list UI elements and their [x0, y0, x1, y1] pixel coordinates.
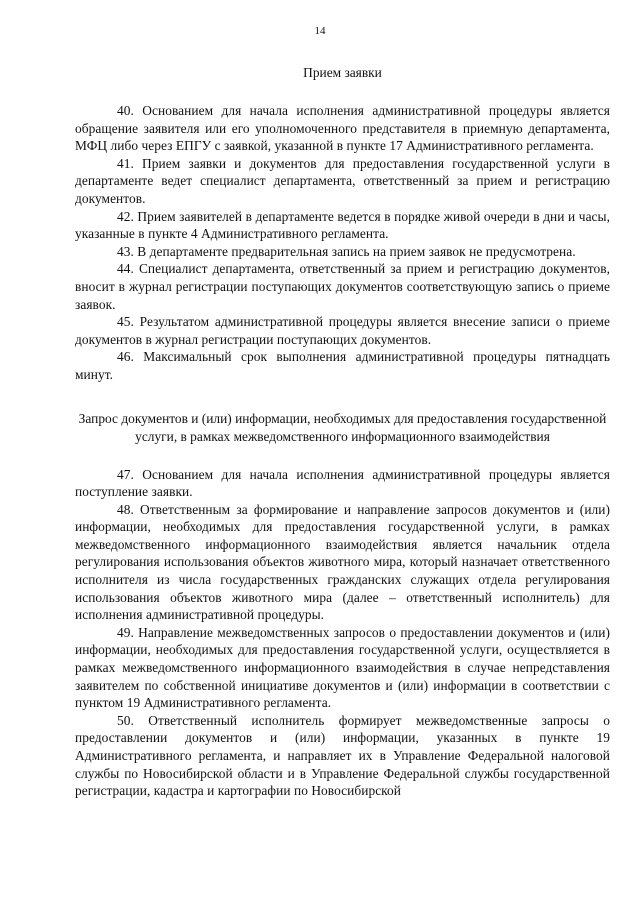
page-number: 14	[314, 25, 326, 37]
paragraph-44: 44. Специалист департамента, ответственный за прием и регистрацию документов, вносит в журнал регистрации поступающих документов соответствующую запись о приеме заявок.	[75, 261, 610, 312]
paragraph-42: 42. Прием заявителей в департаменте ведется в порядке живой очереди в дни и часы, указанные в пункте 4 Административного регламента.	[75, 208, 610, 242]
document-body	[75, 64, 610, 800]
paragraph-49: 49. Направление межведомственных запросов о предоставлении документов и (или) информации, необходимых для предоставления государственной услуги, осуществляется в рамках межведомственного информационного взаимодействия в случае непредставления заявителем по собственной инициативе документов и (или) информации в соответствии с пунктом 19 Административного регламента.	[75, 624, 610, 711]
paragraph-50: 50. Ответственный исполнитель формирует межведомственные запросы о предоставлении документов и (или) информации, указанных в пункте 19 Административного регламента, и направляет их в Управление Федеральной налоговой службы по Новосибирской области и в Управление Федеральной службы государственной регистрации, кадастра и картографии по Новосибирской	[75, 712, 610, 799]
section-heading-intake: Прием заявки	[303, 65, 382, 80]
paragraph-43: 43. В департаменте предварительная запись на прием заявок не предусмотрена.	[117, 243, 576, 259]
paragraph-47: 47. Основанием для начала исполнения административной процедуры является поступление заявки.	[75, 466, 610, 500]
paragraph-41: 41. Прием заявки и документов для предоставления государственной услуги в департаменте ведет специалист департамента, ответственный за прием и регистрацию документов.	[75, 155, 610, 206]
paragraph-46: 46. Максимальный срок выполнения административной процедуры пятнадцать минут.	[75, 349, 610, 382]
paragraph-45: 45. Результатом административной процедуры является внесение записи о приеме документов в журнал регистрации поступающих документов.	[75, 314, 610, 347]
paragraph-40: 40. Основанием для начала исполнения административной процедуры является обращение заявителя или его уполномоченного представителя в приемную департамента, МФЦ либо через ЕПГУ с заявкой, указанной в пункте 17 Административного регламента.	[75, 103, 610, 154]
section-heading-interagency-request: Запрос документов и (или) информации, необходимых для предоставления государственной услуги, в рамках межведомственного информационного взаимодействия	[78, 410, 607, 444]
paragraph-48: 48. Ответственным за формирование и направление запросов документов и (или) информации, необходимых для предоставления государственной услуги, в рамках межведомственного информационного взаимодействия является начальник отдела регулирования использования объектов животного мира, который назначает ответственного исполнителя из числа государственных гражданских служащих отдела регулирования использования объектов животного мира (далее – ответственный исполнитель) для исполнения административной процедуры.	[75, 501, 610, 623]
